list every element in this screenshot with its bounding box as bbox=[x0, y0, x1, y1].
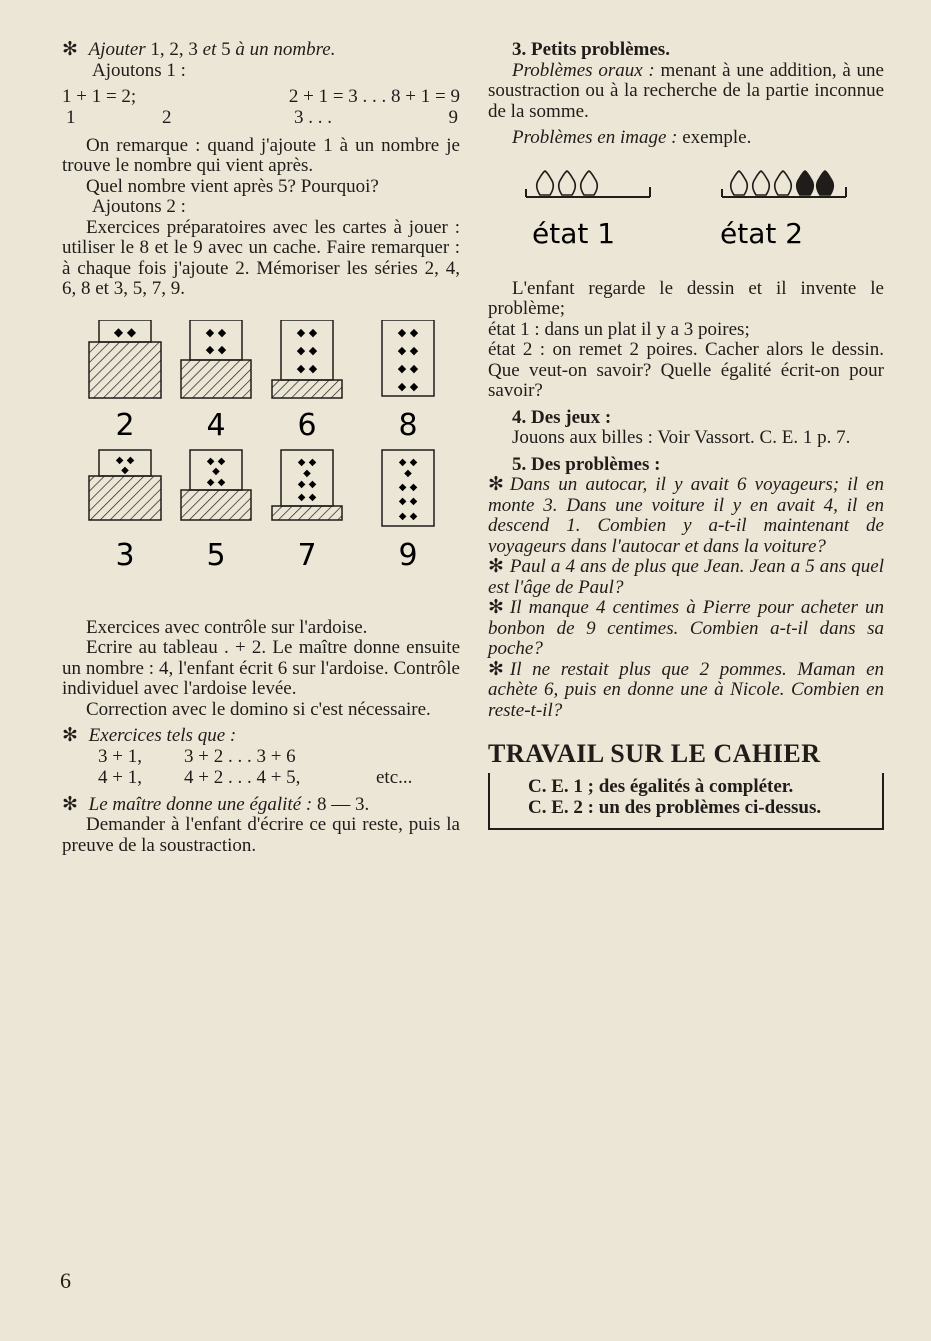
svg-text:◆ ◆: ◆ ◆ bbox=[398, 495, 418, 507]
svg-text:◆: ◆ bbox=[404, 467, 412, 479]
equation-row-1: 1 + 1 = 2; 2 + 1 = 3 . . . 8 + 1 = 9 bbox=[62, 86, 460, 107]
travail-box bbox=[488, 773, 884, 830]
card-label-4: 4 bbox=[206, 407, 226, 443]
svg-text:◆ ◆: ◆ ◆ bbox=[297, 456, 317, 468]
left-column bbox=[62, 40, 460, 856]
ajouter-line: ✻ Ajouter 1, 2, 3 et 5 à un nombre. bbox=[62, 39, 336, 60]
travail-ce1: C. E. 1 ; des égalités à compléter. bbox=[528, 776, 794, 797]
card-4 bbox=[181, 320, 251, 398]
svg-text:◆ ◆: ◆ ◆ bbox=[296, 343, 318, 357]
asterisk-icon: ✻ bbox=[488, 597, 504, 618]
travail-heading: TRAVAIL SUR LE CAHIER bbox=[488, 739, 821, 768]
problemes-oraux: Problèmes oraux : menant à une addition, à une soustraction ou à la recherche de la partie inconnue de la somme. bbox=[488, 59, 884, 122]
asterisk-icon: ✻ bbox=[488, 556, 504, 577]
exercise-row-2: 4 + 1, 4 + 2 . . . 4 + 5, etc... bbox=[98, 766, 413, 788]
enfant-text: L'enfant regarde le dessin et il invente le problème; bbox=[488, 277, 884, 319]
svg-text:◆ ◆: ◆ ◆ bbox=[115, 454, 135, 466]
svg-text:◆ ◆: ◆ ◆ bbox=[397, 325, 419, 339]
card-label-8: 8 bbox=[398, 407, 418, 443]
correction-text: Correction avec le domino si c'est nécessaire. bbox=[86, 698, 431, 720]
card-label-7: 7 bbox=[297, 537, 317, 573]
svg-text:◆ ◆: ◆ ◆ bbox=[296, 325, 318, 339]
asterisk-icon: ✻ bbox=[488, 658, 504, 680]
card-label-9: 9 bbox=[398, 537, 418, 573]
problemes-en-image: Problèmes en image : exemple. bbox=[512, 127, 752, 148]
problem-3: ✻ Il manque 4 centimes à Pierre pour acheter un bonbon de 9 centimes. Combien a-t-il dans sa poche? bbox=[488, 597, 884, 659]
card-7 bbox=[272, 450, 342, 520]
asterisk-icon: ✻ bbox=[62, 725, 78, 746]
card-3 bbox=[89, 450, 161, 520]
plate-state-1 bbox=[526, 171, 650, 197]
svg-text:◆ ◆: ◆ ◆ bbox=[206, 455, 226, 467]
etat-2-label: état 2 bbox=[720, 216, 804, 250]
svg-text:◆ ◆: ◆ ◆ bbox=[398, 481, 418, 493]
svg-text:◆ ◆: ◆ ◆ bbox=[398, 456, 418, 468]
remarque-text: On remarque : quand j'ajoute 1 à un nombre je trouve le nombre qui vient après. bbox=[62, 134, 460, 176]
svg-text:◆ ◆: ◆ ◆ bbox=[113, 324, 137, 339]
question-text: Quel nombre vient après 5? Pourquoi? bbox=[86, 175, 379, 197]
exercices-tels-que: ✻ Exercices tels que : bbox=[62, 725, 237, 746]
svg-text:◆: ◆ bbox=[303, 467, 311, 479]
asterisk-icon: ✻ bbox=[62, 793, 78, 815]
problem-2: ✻ Paul a 4 ans de plus que Jean. Jean a 5 ans quel est l'âge de Paul? bbox=[488, 556, 884, 598]
section-5-heading: 5. Des problèmes : bbox=[512, 453, 661, 475]
right-column bbox=[488, 40, 884, 830]
etat-2-line: état 2 : on remet 2 poires. Cacher alors le dessin. Que veut-on savoir? Quelle égalité écrit-on pour savoir? bbox=[488, 339, 884, 401]
ajoutons-1: Ajoutons 1 : bbox=[92, 59, 186, 81]
travail-ce2: C. E. 2 : un des problèmes ci-dessus. bbox=[528, 796, 822, 818]
problem-4: ✻ Il ne restait plus que 2 pommes. Maman en achète 6, puis en donne une à Nicole. Combien en reste-t-il? bbox=[488, 658, 884, 721]
pears-drawing bbox=[488, 159, 884, 259]
asterisk-icon: ✻ bbox=[488, 474, 504, 495]
card-5 bbox=[181, 450, 251, 520]
maitre-egalite: ✻ Le maître donne une égalité : 8 — 3. bbox=[62, 793, 370, 815]
asterisk-icon: ✻ bbox=[62, 39, 78, 60]
svg-text:◆: ◆ bbox=[212, 465, 220, 477]
card-6 bbox=[272, 320, 342, 398]
page-number: 6 bbox=[60, 1268, 71, 1293]
svg-text:◆ ◆: ◆ ◆ bbox=[398, 510, 418, 522]
card-label-2: 2 bbox=[115, 407, 135, 443]
ajoutons-2: Ajoutons 2 : bbox=[92, 196, 186, 217]
exercices-preparatoires: Exercices préparatoires avec les cartes à jouer : utiliser le 8 et le 9 avec un cache. Faire remarquer : à chaque fois j'ajoute 2. Mémoriser les séries 2, 4, 6, 8 et 3, 5, 7, 9. bbox=[62, 216, 460, 299]
section-4-heading: 4. Des jeux : bbox=[512, 406, 612, 428]
domino-cards-figure bbox=[62, 320, 460, 610]
card-label-5: 5 bbox=[206, 537, 226, 573]
svg-text:◆ ◆: ◆ ◆ bbox=[205, 325, 227, 339]
card-8 bbox=[382, 320, 434, 396]
ecrire-text: Ecrire au tableau . + 2. Le maître donne ensuite un nombre : 4, l'enfant écrit 6 sur l'ardoise. Contrôle individuel avec l'ardoise levée. bbox=[62, 637, 460, 699]
card-9 bbox=[382, 450, 434, 526]
svg-text:◆ ◆: ◆ ◆ bbox=[297, 491, 317, 503]
problem-1: ✻ Dans un autocar, il y avait 6 voyageurs; il en monte 3. Dans une voiture il y en avait 4, il en descend 1. Combien y a-t-il maintenant de voyageurs dans l'autocar et dans la voiture? bbox=[488, 474, 884, 557]
demander-text: Demander à l'enfant d'écrire ce qui reste, puis la preuve de la soustraction. bbox=[62, 814, 460, 856]
section-3-heading: 3. Petits problèmes. bbox=[512, 39, 670, 60]
svg-text:◆ ◆: ◆ ◆ bbox=[205, 342, 227, 356]
jeux-text: Jouons aux billes : Voir Vassort. C. E. 1 p. 7. bbox=[512, 427, 851, 448]
svg-text:◆ ◆: ◆ ◆ bbox=[297, 478, 317, 490]
svg-text:◆ ◆: ◆ ◆ bbox=[206, 476, 226, 488]
card-label-3: 3 bbox=[115, 537, 135, 573]
svg-text:◆ ◆: ◆ ◆ bbox=[397, 343, 419, 357]
etat-1-label: état 1 bbox=[532, 216, 616, 250]
exercise-row-1: 3 + 1, 3 + 2 . . . 3 + 6 bbox=[98, 745, 296, 767]
equation-row-2: 1 2 3 . . . 9 bbox=[66, 106, 458, 128]
etat-1-line: état 1 : dans un plat il y a 3 poires; bbox=[488, 318, 750, 340]
svg-text:◆: ◆ bbox=[121, 464, 129, 476]
svg-text:◆ ◆: ◆ ◆ bbox=[296, 361, 318, 375]
plate-state-2 bbox=[722, 171, 846, 197]
svg-text:◆ ◆: ◆ ◆ bbox=[397, 379, 419, 393]
svg-text:◆ ◆: ◆ ◆ bbox=[397, 361, 419, 375]
card-label-6: 6 bbox=[297, 407, 317, 443]
card-2 bbox=[89, 320, 161, 398]
controle-text: Exercices avec contrôle sur l'ardoise. bbox=[86, 616, 368, 638]
